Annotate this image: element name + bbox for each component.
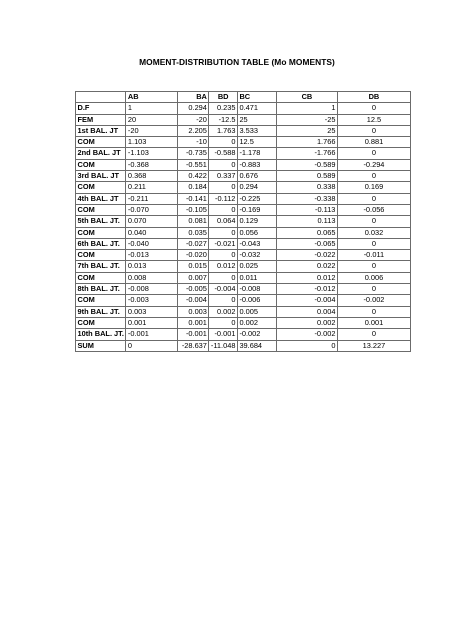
cell-bc: -0.883 [237,159,276,170]
cell-db: 12.5 [337,114,410,125]
header-cell-ab: AB [126,92,178,103]
cell-cb: 0.065 [276,227,337,238]
cell-ba: -0.551 [178,159,209,170]
cell-cb: 0.004 [276,306,337,317]
cell-bc: 0.676 [237,171,276,182]
row-label: COM [76,317,126,328]
cell-cb: 0.022 [276,261,337,272]
cell-cb: 0.012 [276,272,337,283]
cell-ab: 0.211 [126,182,178,193]
cell-ab: -20 [126,125,178,136]
cell-cb: 0.113 [276,216,337,227]
row-label: COM [76,159,126,170]
table-row [76,148,411,159]
cell-bc: 3.533 [237,125,276,136]
table-row [76,125,411,136]
cell-bd: 1.763 [209,125,238,136]
cell-ab: 0.368 [126,171,178,182]
cell-ab: -0.368 [126,159,178,170]
header-cell-db: DB [337,92,410,103]
cell-bd: -0.004 [209,284,238,295]
cell-ba: -0.005 [178,284,209,295]
cell-bc: -0.225 [237,193,276,204]
row-label: COM [76,250,126,261]
row-label: D.F [76,103,126,114]
cell-ab: 0.070 [126,216,178,227]
row-label: 6th BAL. JT. [76,238,126,249]
cell-bd: 0.064 [209,216,238,227]
cell-ba: 0.294 [178,103,209,114]
cell-bc: 39.684 [237,340,276,351]
cell-ba: -0.735 [178,148,209,159]
header-cell-bd: BD [209,92,238,103]
cell-bc: 0.056 [237,227,276,238]
cell-ba: -0.027 [178,238,209,249]
cell-ba: -0.004 [178,295,209,306]
cell-bd: 0 [209,182,238,193]
cell-bd: 0.235 [209,103,238,114]
cell-bc: -0.043 [237,238,276,249]
cell-ab: -0.040 [126,238,178,249]
cell-ba: -0.141 [178,193,209,204]
cell-cb: 0.338 [276,182,337,193]
row-label: SUM [76,340,126,351]
cell-bc: 12.5 [237,137,276,148]
cell-ba: 0.422 [178,171,209,182]
cell-db: -0.011 [337,250,410,261]
cell-bc: 0.471 [237,103,276,114]
cell-ba: 2.205 [178,125,209,136]
cell-bd: 0 [209,250,238,261]
cell-bd: -11.048 [210,340,236,350]
cell-ba: 0.007 [178,272,209,283]
cell-cb: -0.113 [276,204,337,215]
cell-cb: -0.589 [276,159,337,170]
cell-bc: 25 [237,114,276,125]
table-row [76,250,411,261]
cell-ab: 0.008 [126,272,178,283]
cell-bc: 0.005 [237,306,276,317]
cell-db: 0 [337,284,410,295]
header-cell-label [76,92,126,103]
cell-ab: -1.103 [126,148,178,159]
cell-ab: 0.040 [126,227,178,238]
table-row [76,216,411,227]
cell-bd: 0 [209,295,238,306]
cell-bc: 0.025 [237,261,276,272]
cell-ba: 0.015 [178,261,209,272]
cell-bd: -0.021 [209,238,238,249]
table-row [76,182,411,193]
cell-db: 0 [337,261,410,272]
table-row [76,103,411,114]
cell-db: 0 [337,171,410,182]
table-body [76,103,411,352]
table-row [76,114,411,125]
cell-cb: 0.589 [276,171,337,182]
cell-bc: 0.002 [237,317,276,328]
cell-bd: -12.5 [209,114,238,125]
cell-cb: -0.338 [276,193,337,204]
moment-distribution-table [75,91,411,352]
cell-bd: 0.337 [209,171,238,182]
cell-db: 0 [337,148,410,159]
cell-bd: 0 [209,159,238,170]
table-row [76,261,411,272]
cell-ab: 1 [126,103,178,114]
cell-cb: -0.012 [276,284,337,295]
cell-ab: -0.211 [126,193,178,204]
cell-bd: 0 [209,272,238,283]
cell-ba: 0.001 [178,317,209,328]
cell-db: 0 [337,103,410,114]
cell-bd: 0 [209,137,238,148]
cell-cb: 0 [276,340,337,351]
cell-db: 0.032 [337,227,410,238]
row-label: COM [76,204,126,215]
table-row [76,284,411,295]
cell-bc: 0.129 [237,216,276,227]
row-label: 10th BAL. JT. [77,329,124,339]
cell-ba: -0.020 [178,250,209,261]
cell-ab: 0.001 [126,317,178,328]
cell-ba: -10 [178,137,209,148]
row-label: 4th BAL. JT [76,193,126,204]
cell-ab: 0.013 [126,261,178,272]
cell-cb: -0.002 [276,329,337,340]
cell-db: 0.001 [337,317,410,328]
cell-db: -0.294 [337,159,410,170]
cell-cb: -1.766 [276,148,337,159]
cell-bc: -0.032 [237,250,276,261]
cell-ab: -0.003 [126,295,178,306]
table-row [76,159,411,170]
cell-bc: -0.169 [237,204,276,215]
cell-db: 13.227 [337,340,410,351]
table-row [76,340,411,351]
table-row [76,306,411,317]
row-label: COM [76,272,126,283]
cell-cb: -0.065 [276,238,337,249]
cell-bc: -0.006 [237,295,276,306]
cell-db: 0.881 [337,137,410,148]
row-label: COM [76,137,126,148]
cell-ba: 0.081 [178,216,209,227]
cell-bd: -0.001 [209,329,238,340]
row-label: COM [76,295,126,306]
cell-ba: -0.105 [178,204,209,215]
cell-ab: 0.003 [126,306,178,317]
cell-bd: 0 [209,204,238,215]
cell-bc: 0.011 [237,272,276,283]
row-label: FEM [76,114,126,125]
row-label: COM [76,182,126,193]
cell-cb: 0.002 [276,317,337,328]
cell-cb: 25 [276,125,337,136]
table-row [76,238,411,249]
cell-db: 0 [337,193,410,204]
cell-db: -0.056 [337,204,410,215]
table-row [76,317,411,328]
table-row [76,329,411,340]
table-row [76,227,411,238]
header-row [76,92,411,103]
row-label: 1st BAL. JT [76,125,126,136]
page-title: MOMENT-DISTRIBUTION TABLE (Mo MOMENTS) [139,57,335,67]
cell-cb: -0.004 [276,295,337,306]
cell-cb: -25 [276,114,337,125]
cell-ba: 0.035 [178,227,209,238]
cell-bd: -0.588 [209,148,238,159]
row-label: 8th BAL. JT. [76,284,126,295]
cell-db: 0 [337,216,410,227]
table-row [76,204,411,215]
cell-db: 0 [337,329,410,340]
table-row [76,295,411,306]
cell-bc: -1.178 [237,148,276,159]
cell-ab: -0.008 [126,284,178,295]
cell-bd: 0.012 [209,261,238,272]
cell-db: -0.002 [337,295,410,306]
cell-ba: 0.184 [178,182,209,193]
row-label: 2nd BAL. JT [76,148,126,159]
cell-db: 0 [337,306,410,317]
cell-ba: -0.001 [178,329,209,340]
cell-bd: 0 [209,227,238,238]
cell-ab: -0.013 [126,250,178,261]
cell-bd: 0.002 [209,306,238,317]
header-cell-cb: CB [276,92,337,103]
cell-db: 0.169 [337,182,410,193]
table-row [76,171,411,182]
row-label: 9th BAL. JT. [76,306,126,317]
table-row [76,193,411,204]
cell-bd: 0 [209,317,238,328]
row-label: 5th BAL. JT. [76,216,126,227]
cell-ab: 1.103 [126,137,178,148]
cell-db: 0 [337,238,410,249]
table-row [76,272,411,283]
cell-ab: 0 [126,340,178,351]
cell-bc: -0.008 [237,284,276,295]
cell-bc: 0.294 [237,182,276,193]
row-label: 7th BAL. JT. [76,261,126,272]
row-label: 3rd BAL. JT [76,171,126,182]
row-label: COM [76,227,126,238]
cell-db: 0.006 [337,272,410,283]
cell-db: 0 [337,125,410,136]
cell-cb: -0.022 [276,250,337,261]
cell-ba: 0.003 [178,306,209,317]
cell-ab: 20 [126,114,178,125]
table-row [76,137,411,148]
cell-ba: -28.637 [178,340,209,351]
header-cell-ba: BA [178,92,209,103]
header-cell-bc: BC [237,92,276,103]
cell-cb: 1.766 [276,137,337,148]
cell-ba: -20 [178,114,209,125]
cell-ab: -0.070 [126,204,178,215]
cell-bc: -0.002 [237,329,276,340]
cell-ab: -0.001 [126,329,178,340]
cell-cb: 1 [276,103,337,114]
cell-bd: -0.112 [209,193,238,204]
